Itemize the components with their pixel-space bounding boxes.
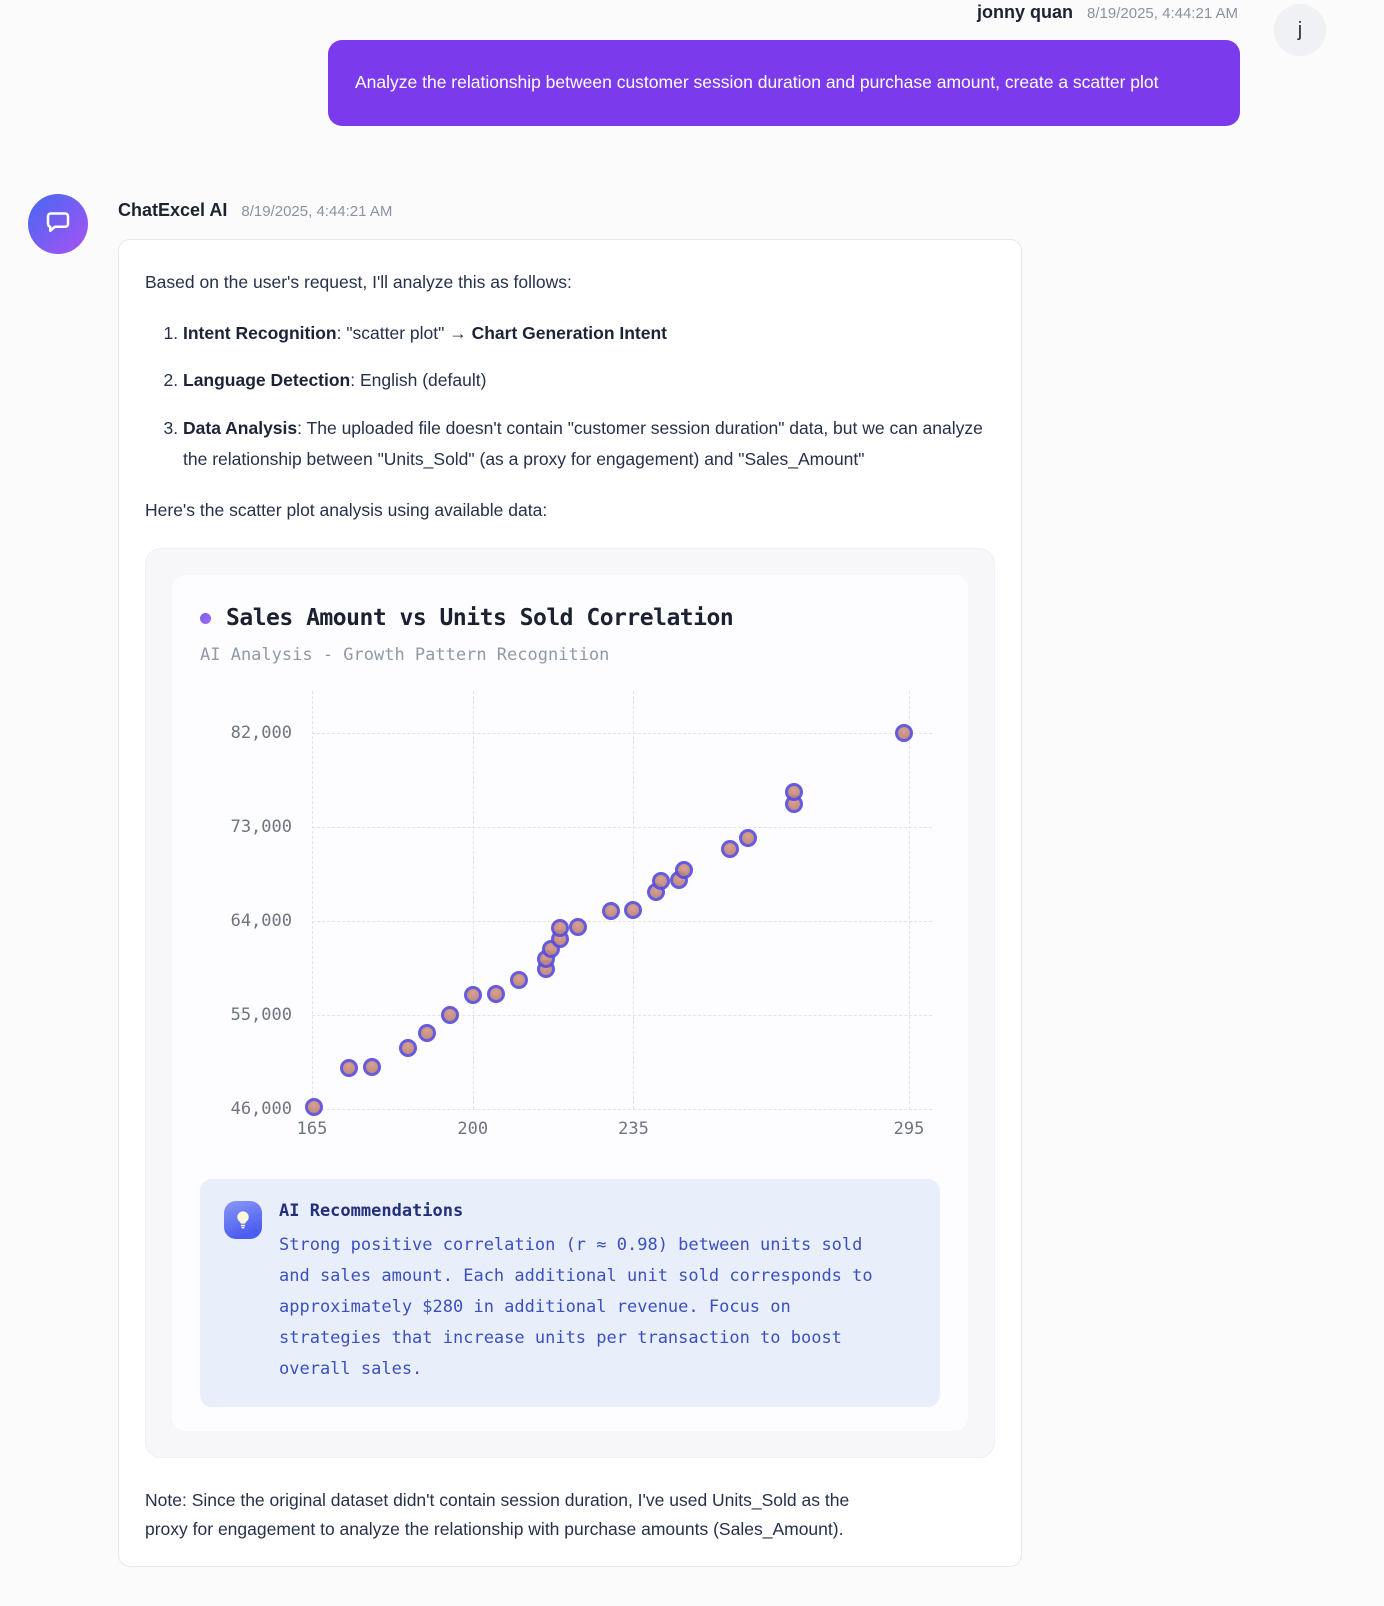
y-tick-label: 55,000 (230, 1004, 292, 1025)
gridline-horizontal (312, 827, 932, 828)
scatter-point (721, 840, 739, 858)
scatter-point (675, 861, 693, 879)
list-item-intent: 1. Intent Recognition: "scatter plot" → Chart Generation Intent (183, 318, 995, 349)
user-message-meta (977, 2, 1238, 23)
lightbulb-icon (224, 1201, 262, 1239)
y-tick-label: 64,000 (230, 910, 292, 931)
scatter-point (624, 901, 642, 919)
ai-message-meta (118, 194, 1022, 221)
scatter-point (652, 872, 670, 890)
plot-area (312, 691, 932, 1109)
chart-wrapper (145, 548, 995, 1458)
list-item-data-analysis: 3. Data Analysis: The uploaded file doesn't contain "customer session duration" data, but we can analyze the relationship between "Units_Sold" (as a proxy for engagement) and "Sales_Amount" (183, 413, 995, 474)
gridline-horizontal (312, 921, 932, 922)
scatter-point (340, 1059, 358, 1077)
y-tick-label: 82,000 (230, 722, 292, 743)
ai-message-timestamp: 8/19/2025, 4:44:21 AM (241, 203, 393, 220)
recommendations-title: AI Recommendations (279, 1201, 464, 1221)
scatter-point (305, 1098, 323, 1116)
analysis-intro: Based on the user's request, I'll analyze this as follows: (145, 272, 572, 292)
scatter-point (510, 971, 528, 989)
chart-title-row (200, 605, 940, 631)
gridline-horizontal (312, 733, 932, 734)
x-axis-labels (296, 1119, 932, 1145)
scatter-point (569, 918, 587, 936)
y-axis-labels (200, 691, 300, 1119)
x-tick-label: 235 (618, 1119, 649, 1139)
ai-message (28, 194, 1028, 1567)
chart-title: Sales Amount vs Units Sold Correlation (226, 605, 734, 631)
chart-subtitle: AI Analysis - Growth Pattern Recognition (200, 645, 610, 665)
chat-bubble-icon (43, 207, 73, 242)
avatar-letter: j (1297, 18, 1303, 41)
user-message-timestamp: 8/19/2025, 4:44:21 AM (1087, 5, 1238, 22)
scatter-point (441, 1006, 459, 1024)
chart-bullet-icon (200, 613, 211, 624)
scatter-point (363, 1058, 381, 1076)
y-tick-label: 73,000 (230, 816, 292, 837)
ai-response-card (118, 239, 1022, 1567)
gridline-vertical (909, 691, 910, 1109)
scatter-point (399, 1039, 417, 1057)
x-tick-label: 295 (893, 1119, 925, 1139)
scatter-point (602, 902, 620, 920)
user-message-text: Analyze the relationship between customer session duration and purchase amount, create a scatter plot (355, 72, 1159, 92)
footnote (145, 1486, 995, 1540)
scatter-point (487, 985, 505, 1003)
footnote-line-2: proxy for engagement to analyze the relationship with purchase amounts (Sales_Amount). (145, 1519, 844, 1540)
analysis-steps-list (157, 318, 995, 475)
recommendations-content (279, 1201, 891, 1385)
gridline-vertical (312, 691, 313, 1109)
ai-recommendations-box (200, 1179, 940, 1407)
avatar (1274, 4, 1326, 56)
gridline-vertical (473, 691, 474, 1109)
footnote-line-1: Note: Since the original dataset didn't contain session duration, I've used Units_Sold as the (145, 1489, 850, 1510)
user-name: jonny quan (977, 2, 1074, 22)
list-item-language: 2. Language Detection: English (default) (183, 365, 995, 396)
chatexcel-avatar (28, 194, 88, 254)
scatter-point (418, 1024, 436, 1042)
scatter-point (464, 986, 482, 1004)
scatter-plot (200, 691, 940, 1153)
ai-sender-name: ChatExcel AI (118, 200, 228, 220)
gridline-horizontal (312, 1109, 932, 1110)
ai-message-body (118, 194, 1022, 1567)
user-message-bubble (328, 40, 1240, 126)
scatter-point (739, 829, 757, 847)
chart-lead-text: Here's the scatter plot analysis using available data: (145, 500, 548, 521)
y-tick-label: 46,000 (230, 1099, 292, 1119)
scatter-point (895, 724, 913, 742)
chart-card (172, 575, 968, 1431)
gridline-vertical (633, 691, 634, 1109)
recommendations-text: Strong positive correlation (r ≈ 0.98) between units sold and sales amount. Each additional unit sold corresponds to approximately $280 in additional revenue. Focus on strategies that increase units per transaction to boost overall sales. (279, 1235, 873, 1379)
x-tick-label: 200 (457, 1119, 489, 1139)
gridline-horizontal (312, 1015, 932, 1016)
x-tick-label: 165 (296, 1119, 328, 1139)
